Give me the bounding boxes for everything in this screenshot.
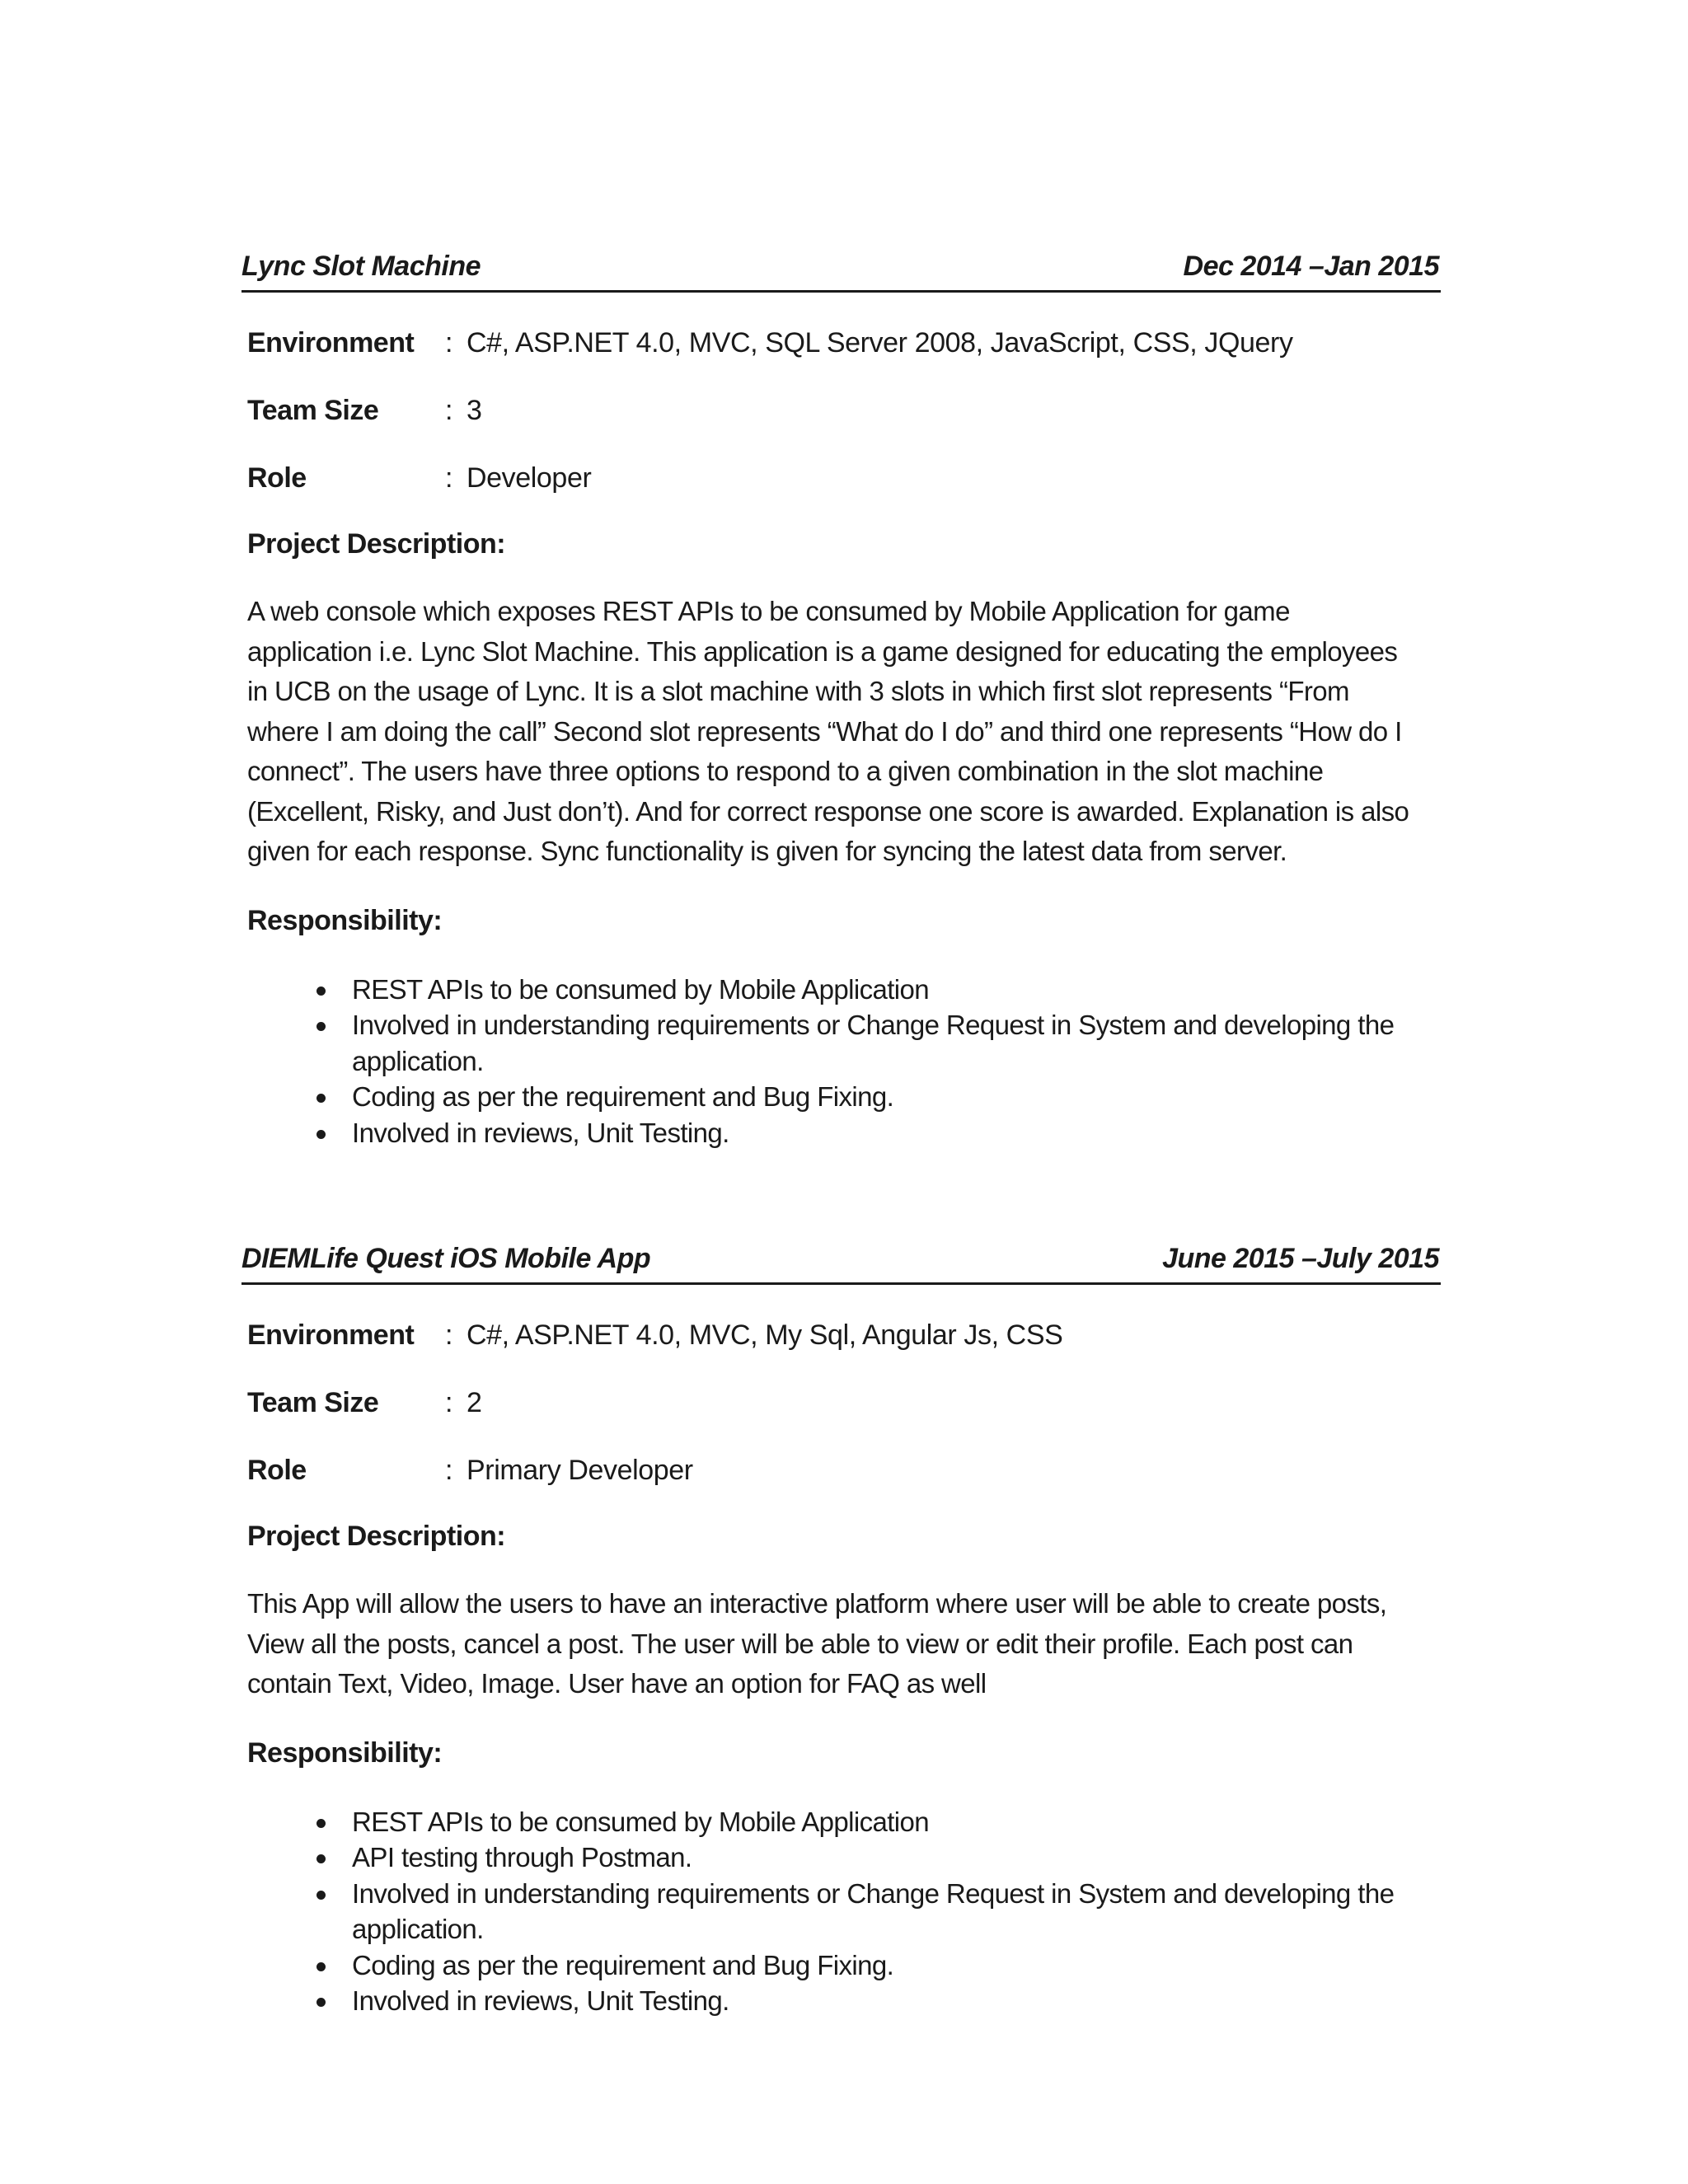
project-description-heading: Project Description: [247,528,506,560]
project-description: This App will allow the users to have an interactive platform where user will be able to create posts, View all the posts, cancel a post. The user will be able to view or edit their profile. Each post can contain Text, Video, Image. User have an option for FAQ as well [247,1588,1387,1699]
responsibility-heading: Responsibility: [247,904,443,936]
project-dates: June 2015 –July 2015 [1162,1243,1439,1274]
list-item-text: Coding as per the requirement and Bug Fixing. [352,1949,894,1980]
bullet-icon [316,1094,326,1103]
team-size-row [247,1387,1441,1421]
list-item-text: REST APIs to be consumed by Mobile Application [352,973,930,1005]
bullet-icon [316,1819,326,1828]
role-row [247,462,1441,496]
list-item-text: Involved in understanding requirements or Change Request in System and developing the application. [352,1010,1395,1076]
list-item [241,1007,1432,1079]
environment-row [247,1319,1441,1353]
responsibility-heading: Responsibility: [247,1736,443,1769]
responsibility-list [241,1804,1441,2019]
environment-row [247,327,1441,361]
role-value: Primary Developer [467,1455,693,1486]
bullet-icon [316,1022,326,1031]
field-colon: : [445,327,453,359]
list-item [241,1983,1432,2019]
list-item [241,1115,1432,1151]
list-item-text: API testing through Postman. [352,1842,692,1872]
role-value: Developer [467,462,592,494]
list-item [241,1876,1432,1947]
team-size-label: Team Size [247,1387,379,1418]
responsibility-list [241,972,1441,1151]
project-description-heading: Project Description: [247,1521,506,1552]
list-item [241,1804,1432,1840]
project-title: DIEMLife Quest iOS Mobile App [241,1243,651,1274]
project-header [241,247,1441,293]
bullet-icon [316,1891,326,1900]
bullet-icon [316,1854,326,1863]
project-description: A web console which exposes REST APIs to be consumed by Mobile Application for game application i.e. Lync Slot Machine. This application is a game designed for educating the employees in UCB on the usage of Lync. It is a slot machine with 3 slots in which first slot represents “From where I am doing the call” Second slot represents “What do I do” and third one represents “How do I connect”. The users have three options to respond to a given combination in the slot machine (Excellent, Risky, and Just don’t). And for correct response one score is awarded. Explanation is also given for each response. Sync functionality is given for syncing the latest data from server. [247,596,1409,866]
field-colon: : [445,1319,453,1351]
team-size-label: Team Size [247,395,379,426]
role-row [247,1455,1441,1488]
environment-label: Environment [247,1319,415,1351]
role-label: Role [247,1455,307,1486]
list-item-text: Involved in reviews, Unit Testing. [352,1985,729,2016]
environment-value: C#, ASP.NET 4.0, MVC, My Sql, Angular Js, CSS [467,1319,1063,1351]
team-size-value: 3 [467,395,482,426]
list-item [241,972,1432,1008]
list-item [241,1079,1432,1115]
list-item-text: REST APIs to be consumed by Mobile Application [352,1806,930,1837]
list-item [241,1840,1432,1876]
project-dates: Dec 2014 –Jan 2015 [1183,251,1439,282]
project-title: Lync Slot Machine [241,251,481,282]
field-colon: : [445,462,453,494]
list-item-text: Involved in reviews, Unit Testing. [352,1117,729,1148]
bullet-icon [316,1998,326,2007]
project-section [241,247,1441,1151]
bullet-icon [316,1962,326,1971]
field-colon: : [445,1387,453,1418]
field-colon: : [445,1455,453,1486]
bullet-icon [316,1130,326,1139]
project-header [241,1240,1441,1285]
list-item-text: Involved in understanding requirements or Change Request in System and developing the application. [352,1877,1395,1944]
environment-label: Environment [247,327,415,359]
list-item-text: Coding as per the requirement and Bug Fixing. [352,1081,894,1112]
project-section [241,1240,1441,2019]
field-colon: : [445,395,453,426]
role-label: Role [247,462,307,494]
team-size-row [247,395,1441,429]
list-item [241,1947,1432,1984]
environment-value: C#, ASP.NET 4.0, MVC, SQL Server 2008, JavaScript, CSS, JQuery [467,327,1293,359]
team-size-value: 2 [467,1387,482,1418]
bullet-icon [316,987,326,996]
